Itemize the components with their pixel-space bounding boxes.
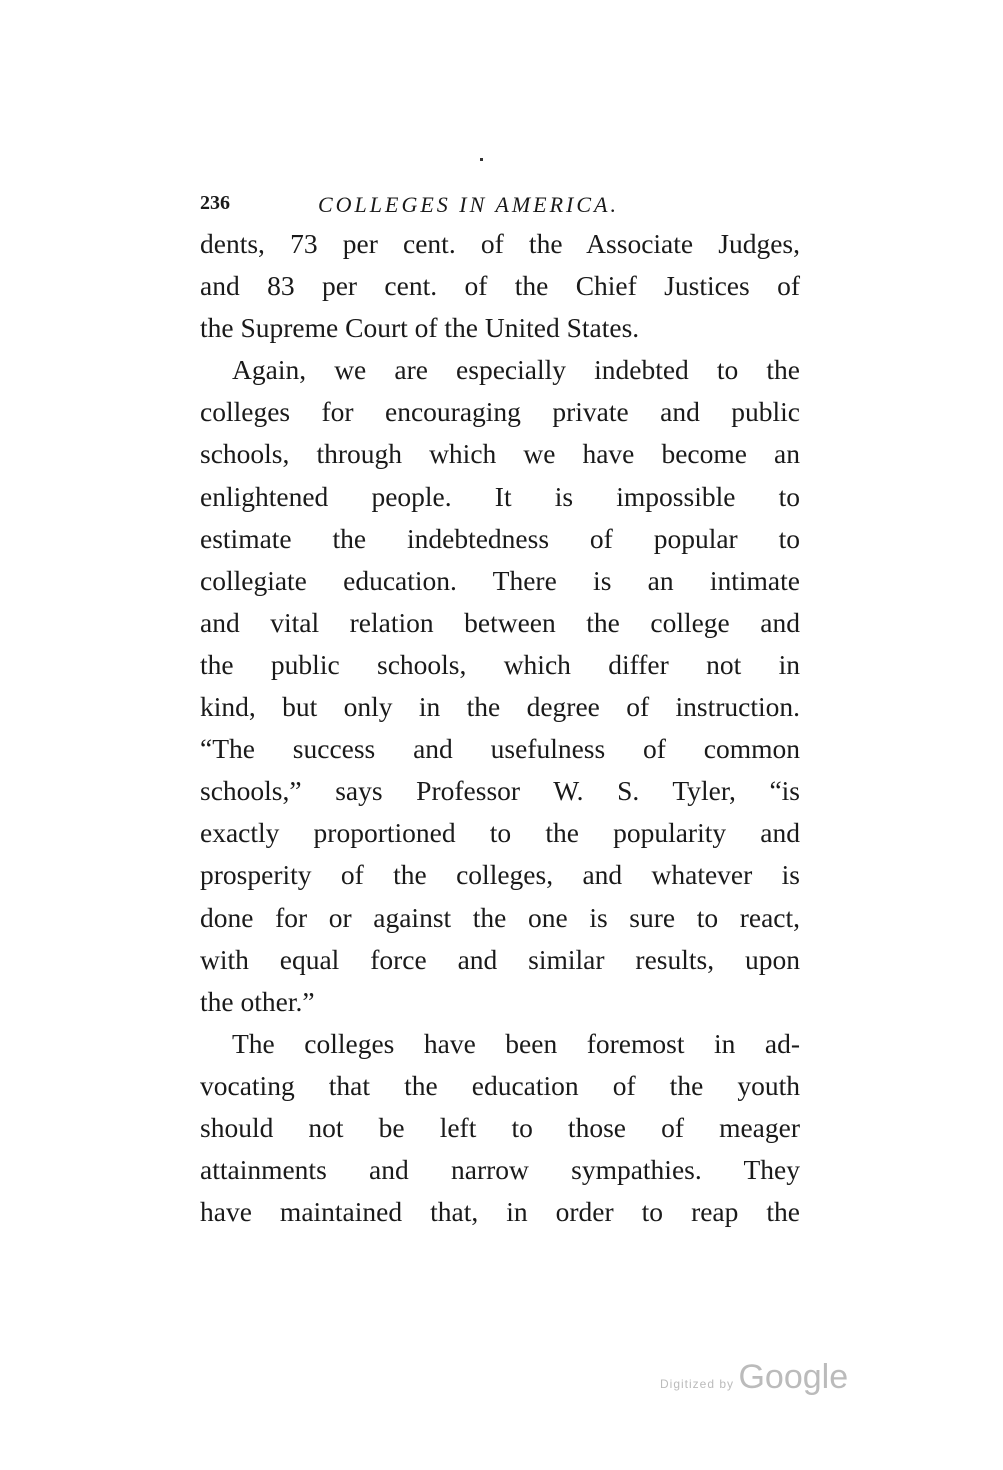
text-line: colleges for encouraging private and public bbox=[200, 396, 800, 428]
watermark-brand: Google bbox=[738, 1358, 849, 1396]
scan-speck bbox=[480, 158, 483, 161]
text-line: with equal force and similar results, upon bbox=[200, 943, 800, 975]
text-line: prosperity of the colleges, and whatever is bbox=[200, 859, 800, 891]
google-watermark bbox=[660, 1358, 848, 1397]
text-line: the other.” bbox=[200, 985, 315, 1017]
text-line: kind, but only in the degree of instruction. bbox=[200, 691, 800, 723]
text-line: should not be left to those of meager bbox=[200, 1111, 800, 1143]
text-line: done for or against the one is sure to react, bbox=[200, 901, 800, 933]
text-line: schools,” says Professor W. S. Tyler, “is bbox=[200, 775, 800, 807]
text-line: estimate the indebtedness of popular to bbox=[200, 522, 800, 554]
text-line: dents, 73 per cent. of the Associate Judges, bbox=[200, 228, 800, 259]
text-line: the public schools, which differ not in bbox=[200, 648, 800, 680]
text-line: Again, we are especially indebted to the bbox=[232, 354, 800, 386]
watermark-prefix: Digitized by bbox=[660, 1377, 735, 1391]
text-line: The colleges have been foremost in ad- bbox=[232, 1027, 800, 1059]
text-line: and 83 per cent. of the Chief Justices of bbox=[200, 270, 800, 302]
text-line: the Supreme Court of the United States. bbox=[200, 312, 640, 344]
text-line: schools, through which we have become an bbox=[200, 438, 800, 470]
text-line: and vital relation between the college and bbox=[200, 606, 800, 638]
text-line: collegiate education. There is an intimate bbox=[200, 564, 800, 596]
text-line: have maintained that, in order to reap the bbox=[200, 1196, 800, 1228]
text-line: enlightened people. It is impossible to bbox=[200, 480, 800, 512]
body-text bbox=[200, 223, 800, 1233]
text-line: vocating that the education of the youth bbox=[200, 1069, 800, 1101]
running-title: COLLEGES IN AMERICA. bbox=[318, 192, 619, 217]
text-line: attainments and narrow sympathies. They bbox=[200, 1154, 800, 1186]
text-line: “The success and usefulness of common bbox=[200, 733, 800, 765]
page-number: 236 bbox=[200, 192, 230, 214]
text-line: exactly proportioned to the popularity and bbox=[200, 817, 800, 849]
running-header bbox=[200, 192, 800, 222]
